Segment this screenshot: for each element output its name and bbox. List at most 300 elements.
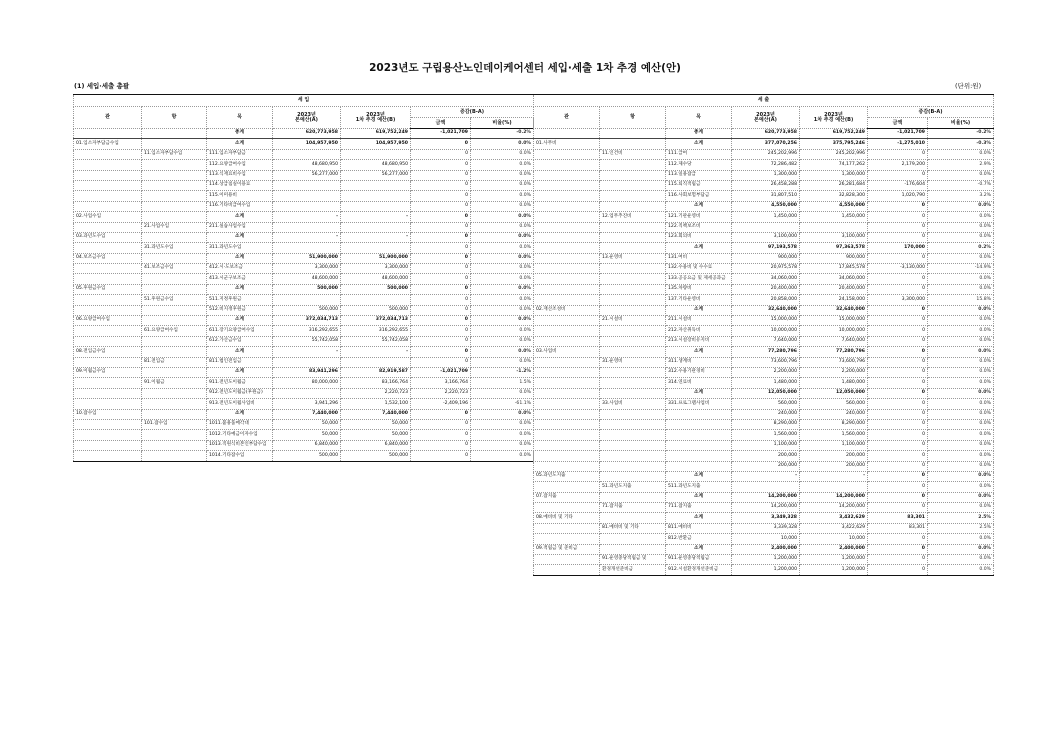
col-amount-header: 금액	[868, 118, 928, 129]
cell-diff-amount: 0	[868, 388, 928, 398]
cell-gwan	[534, 336, 600, 346]
subtotal-row	[534, 544, 994, 554]
cell-budget-a: 10,000,000	[732, 326, 800, 336]
cell-diff-amount: 0	[868, 326, 928, 336]
subtotal-row	[74, 316, 534, 326]
cell-diff-amount: 0	[411, 222, 471, 232]
cell-mok: 135.차량비	[666, 284, 732, 294]
cell-mok: 213.시설장비유지비	[666, 336, 732, 346]
table-row	[534, 295, 994, 305]
cell-diff-ratio: 0.0%	[471, 139, 534, 149]
cell-diff-amount: 0	[411, 419, 471, 429]
cell-gwan	[74, 440, 142, 450]
cell-gwan	[534, 523, 600, 533]
cell-mok	[666, 419, 732, 429]
cell-gwan: 07.잡지출	[534, 492, 600, 502]
cell-diff-amount: -1,021,709	[868, 129, 928, 139]
cell-gwan	[74, 243, 142, 253]
cell-mok: 총계	[207, 129, 273, 139]
cell-budget-a: 51,900,000	[273, 253, 341, 263]
cell-hang	[142, 409, 207, 419]
cell-gwan: 01.사무비	[534, 139, 600, 149]
cell-diff-ratio: 0.0%	[928, 367, 994, 377]
cell-diff-amount: 0	[411, 243, 471, 253]
cell-gwan	[74, 295, 142, 305]
cell-gwan	[74, 222, 142, 232]
cell-diff-amount: 0	[868, 222, 928, 232]
table-row	[74, 378, 534, 388]
cell-mok: 913.전년도이월사업비	[207, 399, 273, 409]
cell-gwan	[74, 326, 142, 336]
cell-hang	[600, 513, 666, 523]
cell-gwan	[534, 440, 600, 450]
cell-mok: 121.기관운영비	[666, 212, 732, 222]
cell-gwan: 05.과년도지출	[534, 471, 600, 481]
cell-diff-amount: 0	[868, 357, 928, 367]
table-row	[534, 222, 994, 232]
cell-hang	[142, 232, 207, 242]
cell-budget-a: 1,100,000	[732, 440, 800, 450]
cell-mok: 소계	[207, 212, 273, 222]
cell-budget-a: 200,000	[732, 451, 800, 461]
cell-diff-amount: 0	[868, 461, 928, 471]
cell-budget-b: 48,600,000	[341, 274, 411, 284]
table-row	[534, 503, 994, 513]
cell-hang	[142, 336, 207, 346]
cell-budget-a: 1,200,000	[732, 565, 800, 575]
cell-budget-a: 14,200,000	[732, 492, 800, 502]
cell-hang	[142, 274, 207, 284]
expenditure-table	[533, 94, 994, 576]
cell-hang	[600, 264, 666, 274]
cell-budget-b: 500,000	[341, 451, 411, 461]
table-row	[534, 565, 994, 575]
cell-mok: 511.과년도지출	[666, 482, 732, 492]
table-row	[534, 180, 994, 190]
cell-diff-ratio: 0.0%	[471, 430, 534, 440]
cell-diff-ratio: 0.0%	[928, 555, 994, 565]
cell-budget-b: 3,432,629	[800, 513, 868, 523]
cell-diff-amount: 0	[411, 149, 471, 159]
cell-hang	[142, 316, 207, 326]
table-row	[534, 326, 994, 336]
cell-gwan	[534, 295, 600, 305]
cell-mok: 133.공공요금 및 제세공과금	[666, 274, 732, 284]
cell-budget-a: 620,773,958	[732, 129, 800, 139]
cell-gwan: 03.과년도수입	[74, 232, 142, 242]
cell-budget-b	[341, 149, 411, 159]
cell-hang: 51.후원금수입	[142, 295, 207, 305]
cell-budget-a: 20,858,000	[732, 295, 800, 305]
cell-budget-a: -	[273, 347, 341, 357]
cell-mok: 111.입소자부담금	[207, 149, 273, 159]
cell-budget-a	[273, 180, 341, 190]
table-row	[534, 534, 994, 544]
cell-hang	[600, 274, 666, 284]
cell-budget-a: 3,100,000	[732, 232, 800, 242]
cell-mok: 총계	[666, 129, 732, 139]
table-row	[74, 295, 534, 305]
cell-gwan	[534, 212, 600, 222]
cell-budget-a: 48,600,000	[273, 274, 341, 284]
cell-hang	[600, 378, 666, 388]
col-mok-header: 목	[207, 107, 273, 129]
cell-budget-b: 50,000	[341, 430, 411, 440]
cell-gwan	[534, 149, 600, 159]
cell-budget-a	[273, 222, 341, 232]
cell-diff-ratio: 0.0%	[471, 305, 534, 315]
table-row	[534, 149, 994, 159]
cell-diff-ratio: 0.2%	[928, 243, 994, 253]
cell-diff-ratio: 0.0%	[928, 544, 994, 554]
section-label: (1) 세입·세출 총괄	[74, 82, 130, 90]
cell-diff-ratio: 0.0%	[471, 295, 534, 305]
cell-budget-b: 20,400,000	[800, 284, 868, 294]
cell-budget-a: 20,400,000	[732, 284, 800, 294]
cell-gwan	[74, 388, 142, 398]
cell-diff-amount: 0	[411, 191, 471, 201]
cell-budget-b: 560,000	[800, 399, 868, 409]
cell-gwan	[534, 388, 600, 398]
cell-mok: 612.가산금수입	[207, 336, 273, 346]
subtotal-row	[534, 305, 994, 315]
cell-diff-amount: 170,000	[868, 243, 928, 253]
cell-budget-b: 619,752,249	[800, 129, 868, 139]
cell-budget-b	[341, 180, 411, 190]
cell-diff-amount: 0	[411, 160, 471, 170]
cell-hang	[600, 430, 666, 440]
cell-diff-ratio: 0.0%	[928, 451, 994, 461]
cell-mok: 소계	[207, 284, 273, 294]
cell-budget-b: 1,532,100	[341, 399, 411, 409]
cell-budget-a: 1,450,000	[732, 212, 800, 222]
cell-budget-b: 1,560,000	[800, 430, 868, 440]
cell-budget-a: 3,339,328	[732, 523, 800, 533]
cell-diff-ratio: -1.2%	[471, 367, 534, 377]
cell-diff-ratio: 0.0%	[928, 378, 994, 388]
cell-mok: 123.회의비	[666, 232, 732, 242]
cell-budget-a: 72,286,482	[732, 160, 800, 170]
cell-budget-b: -	[341, 212, 411, 222]
cell-hang: 31.운영비	[600, 357, 666, 367]
cell-diff-ratio: 2.5%	[928, 523, 994, 533]
cell-budget-b: 375,795,246	[800, 139, 868, 149]
cell-budget-b: 14,200,000	[800, 492, 868, 502]
cell-diff-ratio: 0.0%	[928, 232, 994, 242]
cell-diff-amount: 0	[868, 149, 928, 159]
table-row	[534, 430, 994, 440]
cell-diff-amount: 0	[868, 378, 928, 388]
cell-budget-b	[800, 222, 868, 232]
cell-gwan	[534, 555, 600, 565]
cell-hang	[600, 451, 666, 461]
cell-budget-a: 14,200,000	[732, 503, 800, 513]
cell-mok: 132.수용비 및 수수료	[666, 264, 732, 274]
cell-mok: 소계	[207, 316, 273, 326]
cell-gwan	[74, 170, 142, 180]
cell-diff-ratio: 0.0%	[471, 212, 534, 222]
cell-budget-b: 14,200,000	[800, 503, 868, 513]
revenue-table	[73, 94, 534, 462]
cell-budget-a: 560,000	[732, 399, 800, 409]
cell-hang	[142, 440, 207, 450]
cell-mok: 812.반환금	[666, 534, 732, 544]
revenue-rows	[74, 129, 534, 462]
subtotal-row	[534, 347, 994, 357]
cell-budget-b: 83,166,764	[341, 378, 411, 388]
cell-budget-b: 500,000	[341, 305, 411, 315]
cell-gwan	[534, 367, 600, 377]
cell-diff-amount: -176,604	[868, 180, 928, 190]
cell-gwan	[534, 129, 600, 139]
cell-hang	[600, 305, 666, 315]
cell-hang: 81.예비비 및 기타	[600, 523, 666, 533]
cell-diff-ratio: 0.0%	[471, 201, 534, 211]
cell-gwan	[74, 180, 142, 190]
cell-budget-a: 10,000	[732, 534, 800, 544]
subtotal-row	[534, 471, 994, 481]
cell-hang	[600, 180, 666, 190]
cell-mok: 512.비지정후원금	[207, 305, 273, 315]
cell-gwan: 02.재산조성비	[534, 305, 600, 315]
cell-diff-amount: 0	[411, 347, 471, 357]
col-mok-header: 목	[666, 107, 732, 129]
col-hang-header: 항	[600, 107, 666, 129]
cell-diff-amount: 83,301	[868, 523, 928, 533]
col-budget-a-label: 본예산(A)	[754, 116, 777, 123]
cell-mok: 소계	[666, 201, 732, 211]
cell-diff-amount: 3,166,764	[411, 378, 471, 388]
cell-hang: 12.업무추진비	[600, 212, 666, 222]
cell-mok: 116.사회보험부담금	[666, 191, 732, 201]
cell-mok: 112.요양급여수입	[207, 160, 273, 170]
expenditure-rows	[534, 129, 994, 576]
cell-gwan	[534, 357, 600, 367]
cell-diff-amount: 0	[411, 295, 471, 305]
cell-hang	[142, 160, 207, 170]
col-budget-b-year: 2023년	[824, 111, 843, 118]
cell-budget-b: -	[341, 232, 411, 242]
cell-budget-b: 1,100,000	[800, 440, 868, 450]
cell-gwan: 04.보조금수입	[74, 253, 142, 263]
col-budget-a-header	[273, 107, 341, 129]
cell-hang	[142, 284, 207, 294]
cell-diff-ratio: 0.0%	[471, 336, 534, 346]
cell-budget-b	[341, 201, 411, 211]
cell-diff-ratio: -61.1%	[471, 399, 534, 409]
cell-mok: 911.운영충당적립금	[666, 555, 732, 565]
cell-mok: 소계	[207, 253, 273, 263]
cell-diff-amount: -3,130,000	[868, 264, 928, 274]
cell-mok: 137.기타운영비	[666, 295, 732, 305]
cell-budget-a: 900,000	[732, 253, 800, 263]
table-row	[534, 367, 994, 377]
cell-gwan	[74, 378, 142, 388]
cell-diff-ratio: 3.2%	[928, 191, 994, 201]
cell-diff-amount: 2,179,200	[868, 160, 928, 170]
cell-gwan	[534, 419, 600, 429]
cell-diff-amount: 0	[868, 274, 928, 284]
cell-mok: 114.상급침실이용료	[207, 180, 273, 190]
cell-budget-a: 7,440,000	[273, 409, 341, 419]
cell-budget-b: 200,000	[800, 461, 868, 471]
cell-diff-amount: 0	[411, 316, 471, 326]
cell-diff-amount: 0	[868, 399, 928, 409]
cell-diff-ratio: 0.0%	[928, 170, 994, 180]
cell-gwan	[534, 378, 600, 388]
col-budget-b-label: 1차 추경 예산(B)	[813, 116, 854, 123]
cell-diff-ratio: 0.0%	[928, 326, 994, 336]
cell-hang	[600, 139, 666, 149]
cell-gwan	[534, 461, 600, 471]
total-row	[534, 129, 994, 139]
cell-mok: 소계	[666, 513, 732, 523]
cell-budget-a: 73,600,796	[732, 357, 800, 367]
cell-gwan	[534, 503, 600, 513]
cell-mok: 111.급여	[666, 149, 732, 159]
cell-mok: 412.시·도보조금	[207, 264, 273, 274]
cell-diff-amount: 0	[868, 253, 928, 263]
cell-diff-ratio: 0.0%	[928, 471, 994, 481]
cell-mok: 211.시설비	[666, 316, 732, 326]
cell-budget-b: 3,100,000	[800, 232, 868, 242]
cell-diff-amount: -1,021,709	[411, 129, 471, 139]
cell-diff-ratio: 0.0%	[471, 180, 534, 190]
table-row	[74, 419, 534, 429]
cell-diff-ratio: 0.0%	[928, 534, 994, 544]
col-budget-a-year: 2023년	[756, 111, 775, 118]
cell-budget-b: 97,363,578	[800, 243, 868, 253]
cell-gwan: 05.후원금수입	[74, 284, 142, 294]
table-row	[534, 555, 994, 565]
cell-budget-a: 377,070,256	[732, 139, 800, 149]
table-row	[74, 399, 534, 409]
cell-diff-amount: 83,301	[868, 513, 928, 523]
cell-gwan	[534, 409, 600, 419]
cell-diff-amount: -1,275,010	[868, 139, 928, 149]
table-row	[534, 419, 994, 429]
cell-budget-b: 34,060,000	[800, 274, 868, 284]
cell-budget-b: -	[341, 347, 411, 357]
cell-hang	[600, 471, 666, 481]
cell-mok: 소계	[666, 388, 732, 398]
cell-hang: 101.잡수입	[142, 419, 207, 429]
table-row	[74, 336, 534, 346]
cell-mok: 122.직책보조비	[666, 222, 732, 232]
col-diff-header: 증감(B-A)	[868, 107, 994, 118]
cell-budget-b	[341, 191, 411, 201]
cell-budget-a: 245,202,996	[732, 149, 800, 159]
cell-gwan: 03.사업비	[534, 347, 600, 357]
cell-budget-a	[273, 388, 341, 398]
cell-mok: 113.일용잡급	[666, 170, 732, 180]
col-budget-a-label: 본예산(A)	[295, 116, 318, 123]
cell-budget-a: 3,349,328	[732, 513, 800, 523]
cell-budget-b: 32,828,300	[800, 191, 868, 201]
table-row	[534, 253, 994, 263]
cell-budget-a: 500,000	[273, 284, 341, 294]
cell-diff-ratio: 15.8%	[928, 295, 994, 305]
cell-gwan: 08.예비비 및 기타	[534, 513, 600, 523]
cell-budget-b: 1,450,000	[800, 212, 868, 222]
cell-gwan	[74, 201, 142, 211]
cell-diff-amount: 0	[411, 201, 471, 211]
cell-diff-ratio: 0.0%	[471, 284, 534, 294]
cell-gwan	[534, 201, 600, 211]
cell-budget-a: 316,292,655	[273, 326, 341, 336]
cell-mok: 331.프로그램사업비	[666, 399, 732, 409]
cell-budget-b: 24,158,000	[800, 295, 868, 305]
cell-diff-ratio: 2.5%	[928, 513, 994, 523]
cell-hang	[600, 492, 666, 502]
cell-budget-b	[800, 482, 868, 492]
cell-budget-a: 31,807,510	[732, 191, 800, 201]
table-row	[534, 378, 994, 388]
cell-mok: 413.시군구보조금	[207, 274, 273, 284]
cell-budget-b: -	[800, 471, 868, 481]
cell-diff-amount: 0	[868, 451, 928, 461]
cell-gwan	[74, 191, 142, 201]
table-row	[534, 170, 994, 180]
cell-hang	[600, 129, 666, 139]
cell-diff-ratio: -0.7%	[928, 180, 994, 190]
cell-diff-ratio: 0.0%	[928, 336, 994, 346]
cell-budget-a: 83,941,296	[273, 367, 341, 377]
cell-diff-ratio: 0.0%	[928, 316, 994, 326]
cell-diff-amount: 0	[868, 284, 928, 294]
cell-diff-ratio: 0.0%	[928, 274, 994, 284]
cell-diff-amount: 0	[868, 419, 928, 429]
cell-hang	[142, 212, 207, 222]
cell-gwan	[74, 305, 142, 315]
total-row	[74, 129, 534, 139]
cell-budget-a	[273, 201, 341, 211]
table-row	[74, 357, 534, 367]
cell-budget-a	[273, 243, 341, 253]
cell-gwan	[534, 316, 600, 326]
cell-hang	[142, 139, 207, 149]
cell-diff-ratio: -0.2%	[471, 129, 534, 139]
table-row	[74, 430, 534, 440]
cell-budget-b: 8,290,000	[800, 419, 868, 429]
cell-mok: 911.전년도이월금	[207, 378, 273, 388]
cell-diff-ratio: 0.0%	[471, 191, 534, 201]
subtotal-row	[534, 513, 994, 523]
cell-diff-amount: 0	[411, 326, 471, 336]
cell-diff-ratio: 0.0%	[471, 326, 534, 336]
cell-budget-b: 4,550,000	[800, 201, 868, 211]
cell-hang	[600, 419, 666, 429]
table-row	[534, 357, 994, 367]
cell-hang	[600, 295, 666, 305]
cell-diff-ratio: 0.0%	[471, 170, 534, 180]
subtotal-row	[74, 232, 534, 242]
cell-hang: 33.사업비	[600, 399, 666, 409]
subtotal-row	[534, 243, 994, 253]
table-row	[534, 274, 994, 284]
subtotal-row	[74, 367, 534, 377]
cell-budget-a: 48,680,950	[273, 160, 341, 170]
cell-gwan	[74, 264, 142, 274]
cell-budget-a: 56,277,000	[273, 170, 341, 180]
cell-diff-amount: 0	[868, 212, 928, 222]
cell-hang	[600, 544, 666, 554]
cell-hang	[142, 399, 207, 409]
cell-diff-amount: 0	[411, 212, 471, 222]
cell-mok: 212.자산취득비	[666, 326, 732, 336]
cell-hang	[600, 160, 666, 170]
cell-diff-amount: 0	[411, 274, 471, 284]
